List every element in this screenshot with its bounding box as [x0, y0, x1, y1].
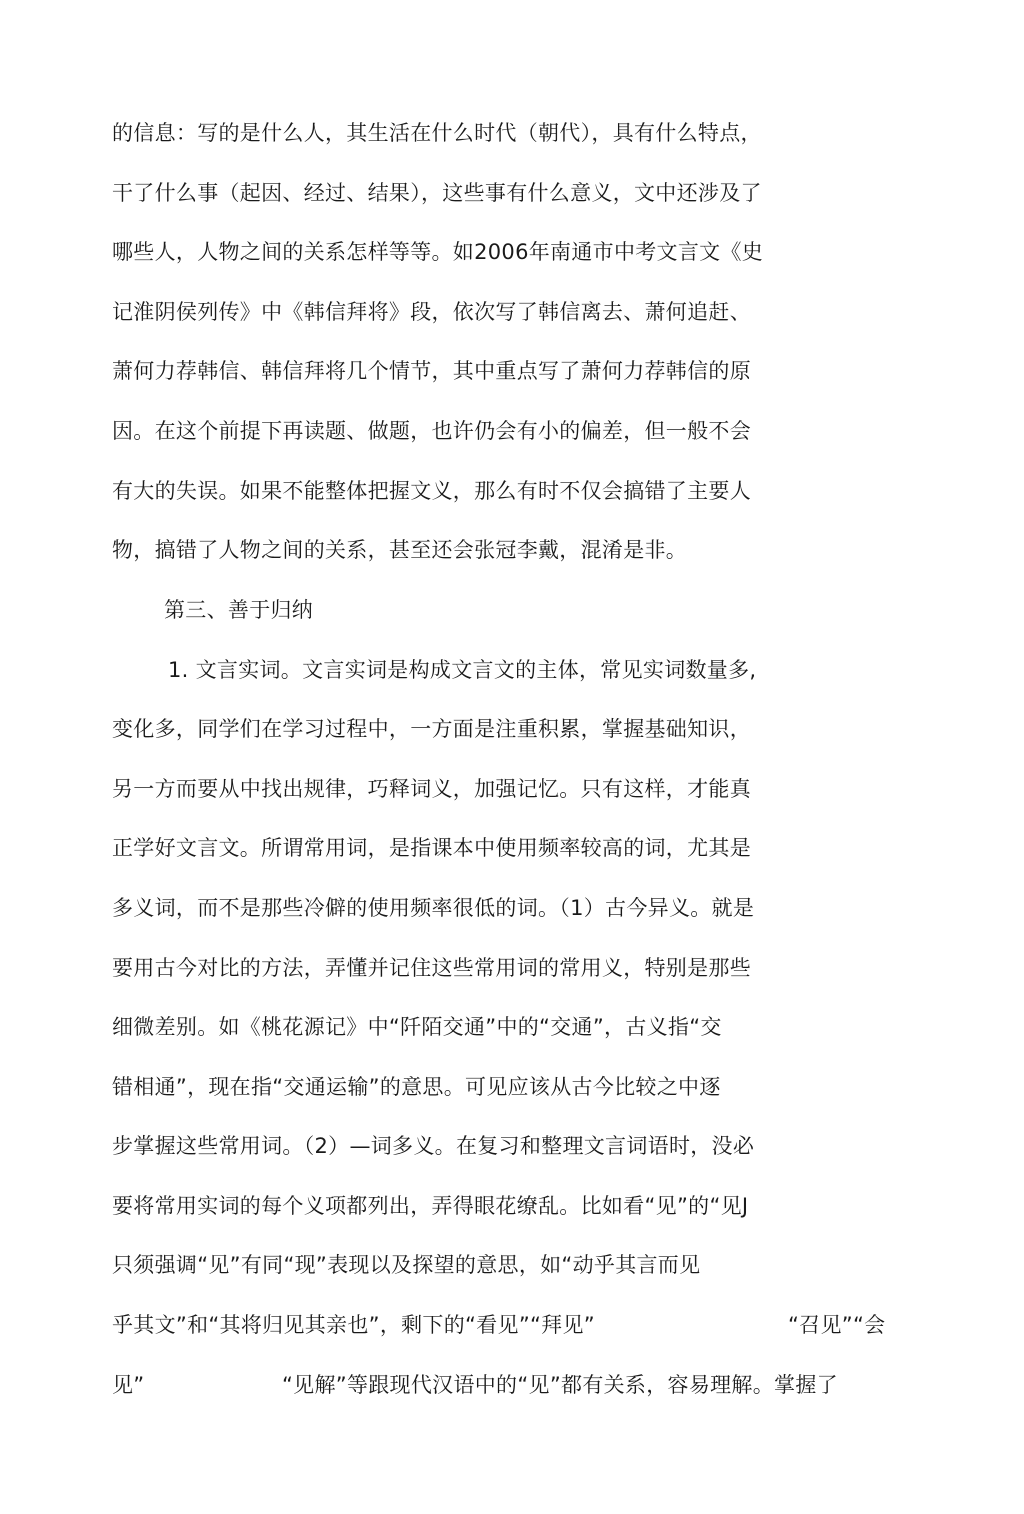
- body-text-line: 因。在这个前提下再读题、做题，也许仍会有小的偏差，但一般不会: [112, 419, 751, 443]
- body-text-line-left: 见”: [112, 1373, 145, 1397]
- body-text-line: 有大的失误。如果不能整体把握文义，那么有时不仅会搞错了主要人: [112, 479, 751, 503]
- body-text-line: 哪些人，人物之间的关系怎样等等。如2006年南通市中考文言文《史: [112, 240, 764, 264]
- body-text-line: 变化多，同学们在学习过程中，一方面是注重积累，掌握基础知识，: [112, 717, 751, 741]
- body-text-line: 记淮阴侯列传》中《韩信拜将》段，依次写了韩信离去、萧何追赶、: [112, 300, 751, 324]
- body-text-line-right: “见解”等跟现代汉语中的“见”都有关系，容易理解。掌握了: [282, 1373, 838, 1397]
- body-text-line: 另一方而要从中找出规律，巧释词义，加强记忆。只有这样，才能真: [112, 777, 751, 801]
- body-text-line: 的信息：写的是什么人，其生活在什么时代（朝代），具有什么特点，: [112, 121, 762, 145]
- body-text-line: 细微差别。如《桃花源记》中“阡陌交通”中的“交通”，古义指“交: [112, 1015, 722, 1039]
- body-text-line-left: 乎其文”和“其将归见其亲也”，剩下的“看见”“拜见”: [112, 1313, 595, 1337]
- body-text-line: 错相通”，现在指“交通运输”的意思。可见应该从古今比较之中逐: [112, 1075, 721, 1099]
- body-text-line: 物，搞错了人物之间的关系，甚至还会张冠李戴，混淆是非。: [112, 538, 688, 562]
- body-text-line: 只须强调“见”有同“现”表现以及探望的意思，如“动乎其言而见: [112, 1253, 701, 1277]
- body-text-line: 要用古今对比的方法，弄懂并记住这些常用词的常用义，特别是那些: [112, 956, 751, 980]
- section-heading: 第三、善于归纳: [164, 598, 314, 622]
- body-text-line: 干了什么事（起因、经过、结果），这些事有什么意义，文中还涉及了: [112, 181, 762, 205]
- body-text-line: 步掌握这些常用词。（2）—词多义。在复习和整理文言词语时，没必: [112, 1134, 755, 1158]
- body-text-line-right: “召见”“会: [788, 1313, 886, 1337]
- body-text-line: 多义词，而不是那些冷僻的使用频率很低的词。（1）古今异义。就是: [112, 896, 755, 920]
- body-text-line: 萧何力荐韩信、韩信拜将几个情节，其中重点写了萧何力荐韩信的原: [112, 359, 751, 383]
- body-text-line: 要将常用实词的每个义项都列出，弄得眼花缭乱。比如看“见”的“见J: [112, 1194, 749, 1218]
- body-text-line: 正学好文言文。所谓常用词，是指课本中使用频率较高的词，尤其是: [112, 836, 751, 860]
- body-text-line: 1. 文言实词。文言实词是构成文言文的主体，常见实词数量多,: [168, 658, 757, 682]
